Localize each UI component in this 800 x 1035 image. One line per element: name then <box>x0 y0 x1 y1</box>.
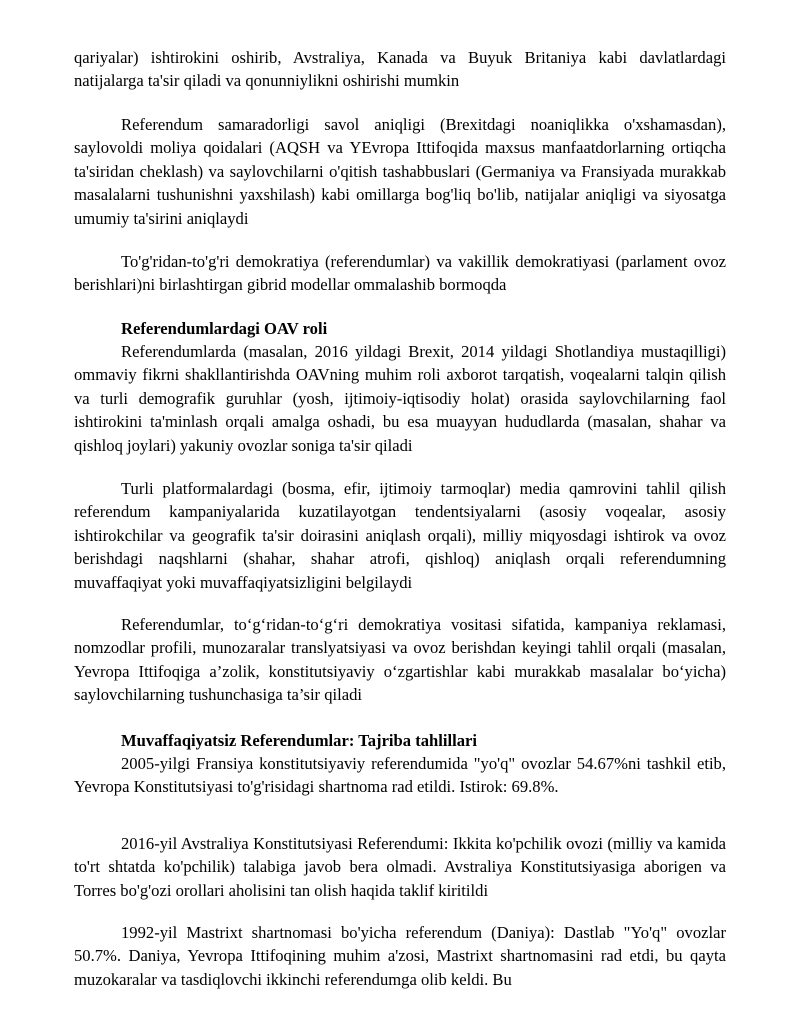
heading-failed-referendums: Muvaffaqiyatsiz Referendumlar: Tajriba tahlillari <box>121 731 477 750</box>
heading-media-role: Referendumlardagi OAV roli <box>121 319 328 338</box>
paragraph-australia-2016: 2016-yil Avstraliya Konstitutsiyasi Referendumi: Ikkita ko'pchilik ovozi (milliy va kamida to'rt shtatda ko'pchilik) talabiga javob bera olmadi. Avstraliya Konstitutsiyasiga aborigen va Torres bo'g'ozi orollari aholisini tan olish haqida taklif kiritildi <box>74 834 726 900</box>
paragraph-maastricht-1992: 1992-yil Mastrixt shartnomasi bo'yicha referendum (Daniya): Dastlab "Yo'q" ovozlar 50.7%. Daniya, Yevropa Ittifoqining muhim a'zosi, Mastrixt shartnomasini rad etdi, bu qayta muzokaralar va tasdiqlovchi ikkinchi referendumga olib keldi. Bu <box>74 923 726 989</box>
paragraph-hybrid-models: To'g'ridan-to'g'ri demokratiya (referendumlar) va vakillik demokratiyasi (parlament ovoz berishlari)ni birlashtirgan gibrid modellar ommalashib bormoqda <box>74 252 726 295</box>
paragraph-referendum-effectiveness: Referendum samaradorligi savol aniqligi (Brexitdagi noaniqlikka o'xshamasdan), saylovoldi moliya qoidalari (AQSH va YEvropa Ittifoqida maxsus manfaatdorlarning ortiqcha ta'siridan cheklash) va saylovchilarni o'qitish tashabbuslari (Germaniya va Fransiyada murakkab masalalarni tushunishni yaxshilash) kabi omillarga bog'liq bo'lib, natijalar aniqligi va siyosatga umumiy ta'sirini aniqlaydi <box>74 115 726 228</box>
paragraph-media-coverage: Turli platformalardagi (bosma, efir, ijtimoiy tarmoqlar) media qamrovini tahlil qilish referendum kampaniyalarida kuzatilayotgan tendentsiyalarni (asosiy voqealar, asosiy ishtirokchilar va geografik ta'sir doirasini aniqlash orqali), milliy miqyosdagi ishtirok va ovoz berishdagi naqshlarni (shahar, shahar atrofi, qishloq) aniqlash orqali referendumning muvaffaqiyat yoki muvaffaqiyatsizligini belgilaydi <box>74 479 726 592</box>
paragraph-continuation: qariyalar) ishtirokini oshirib, Avstraliya, Kanada va Buyuk Britaniya kabi davlatlardagi natijalarga ta'sir qiladi va qonunniylikni oshirishi mumkin <box>74 48 726 91</box>
paragraph-media-role: Referendumlarda (masalan, 2016 yildagi Brexit, 2014 yildagi Shotlandiya mustaqilligi) ommaviy fikrni shakllantirishda OAVning muhim roli axborot tarqatish, voqealarni talqin qilish va turli demografik guruhlar (yosh, ijtimoiy-iqtisodiy holat) orasida saylovchilarning faol ishtirokini ta'minlash orqali amalga oshadi, bu esa muayyan hududlarda (masalan, shahar va qishloq joylari) yakuniy ovozlar soniga ta'sir qiladi <box>74 342 726 455</box>
paragraph-direct-democracy: Referendumlar, to‘g‘ridan-to‘g‘ri demokratiya vositasi sifatida, kampaniya reklamasi, nomzodlar profili, munozaralar translyatsiyasi va ovoz berishdan keyingi tahlil orqali (masalan, Yevropa Ittifoqiga a’zolik, konstitutsiyaviy o‘zgartishlar kabi murakkab masalalar bo‘yicha) saylovchilarning tushunchasiga ta’sir qiladi <box>74 615 726 705</box>
paragraph-france-2005: 2005-yilgi Fransiya konstitutsiyaviy referendumida "yo'q" ovozlar 54.67%ni tashkil etib, Yevropa Konstitutsiyasi to'g'risidagi shartnoma rad etildi. Istirok: 69.8%. <box>74 754 726 797</box>
